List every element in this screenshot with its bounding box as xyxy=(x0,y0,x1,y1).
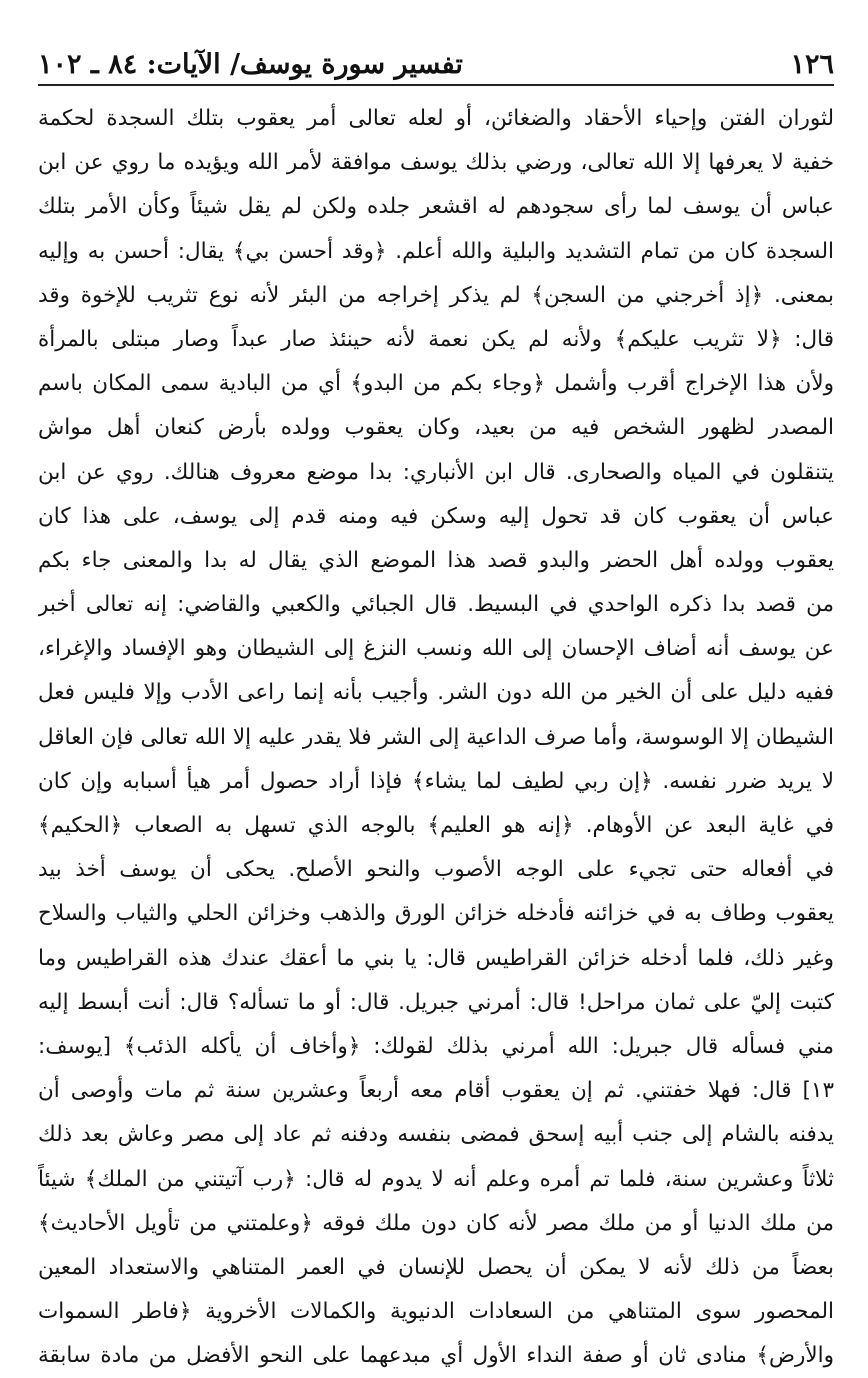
text-line: من قصد بدا ذكره الواحدي في البسيط. قال الجبائي والكعبي والقاضي: إنه تعالى أخبر xyxy=(38,592,834,618)
text-line: ١٣] قال: فهلا خفتني. ثم إن يعقوب أقام معه أربعاً وعشرين سنة ثم مات وأوصى أن xyxy=(38,1078,834,1104)
text-line: والأرض﴾ منادى ثان أو صفة النداء الأول أي مبدعهما على النحو الأفضل من مادة سابقة xyxy=(38,1343,834,1369)
text-line: في أفعاله حتى تجيء على الوجه الأصوب والنحو الأصلح. يحكى أن يوسف أخذ بيد xyxy=(38,857,834,883)
page-number: ١٢٦ xyxy=(790,49,834,80)
text-line: المصدر لظهور الشخص فيه من بعيد، وكان يعقوب وولده بأرض كنعان أهل مواش xyxy=(38,415,834,441)
text-line: من ملك الدنيا أو من ملك مصر لأنه كان دون ملك فوقه ﴿وعلمتني من تأويل الأحاديث﴾ xyxy=(38,1210,834,1236)
text-line: السجدة كان من تمام التشديد والبلية والله أعلم. ﴿وقد أحسن بي﴾ يقال: أحسن به وإليه xyxy=(38,238,834,264)
text-line: بمعنى. ﴿إذ أخرجني من السجن﴾ لم يذكر إخراجه من البئر لأنه نوع تثريب للإخوة وقد xyxy=(38,282,834,308)
page-header xyxy=(38,28,834,80)
text-line: يعقوب وولده أهل الحضر والبدو قصد هذا الموضع الذي يقال له بدا والمعنى جاء بكم xyxy=(38,547,834,573)
text-line: قال: ﴿لا تثريب عليكم﴾ ولأنه لم يكن نعمة لأنه حينئذ صار عبداً وصار مبتلى بالمرأة xyxy=(38,326,834,352)
text-line: ثلاثاً وعشرين سنة، فلما تم أمره وعلم أنه لا يدوم له قال: ﴿رب آتيتني من الملك﴾ شيئاً xyxy=(38,1166,834,1192)
text-line: عباس أن يوسف لما رأى سجودهم له اقشعر جلده ولكن لم يقل شيئاً وكأن الأمر بتلك xyxy=(38,194,834,220)
text-line: لثوران الفتن وإحياء الأحقاد والضغائن، أو لعله تعالى أمر يعقوب بتلك السجدة لحكمة xyxy=(38,106,834,131)
text-line: في غاية البعد عن الأوهام. ﴿إنه هو العليم﴾ بالوجه الذي تسهل به الصعاب ﴿الحكيم﴾ xyxy=(38,813,834,838)
text-line: بعضاً من ذلك لأنه لا يمكن أن يحصل للإنسان في العمر المتناهي والاستعداد المعين xyxy=(38,1254,834,1280)
body-text xyxy=(38,97,834,1378)
text-line: الشيطان إلا الوسوسة، وأما صرف الداعية إلى الشر فلا يقدر عليه إلا الله تعالى فإن العاقل xyxy=(38,724,834,750)
text-line: ولأن هذا الإخراج أقرب وأشمل ﴿وجاء بكم من البدو﴾ أي من البادية سمى المكان باسم xyxy=(38,371,834,397)
text-line: ففيه دليل على أن الخير من الله دون الشر. وأجيب بأنه إنما راعى الأدب وإلا فليس فعل xyxy=(38,680,834,706)
text-line: مني فسأله قال جبريل: الله أمرني بذلك لقولك: ﴿وأخاف أن يأكله الذئب﴾ [يوسف: xyxy=(38,1033,834,1059)
text-line: عباس أن يعقوب كان قد تحول إليه وسكن فيه ومنه قدم إلى يوسف، على هذا كان xyxy=(38,503,834,529)
text-line: كتبت إليّ على ثمان مراحل! قال: أمرني جبريل. قال: أو ما تسأله؟ قال: أنت أبسط إليه xyxy=(38,989,834,1015)
text-line: يدفنه بالشام إلى جنب أبيه إسحق فمضى بنفسه ودفنه ثم عاد إلى مصر وعاش بعد ذلك xyxy=(38,1122,834,1148)
text-line: يتنقلون في المياه والصحارى. قال ابن الأنباري: بدا موضع معروف هنالك. روي عن ابن xyxy=(38,459,834,485)
text-line: المحصور سوى المتناهي من السعادات الدنيوية والكمالات الأخروية ﴿فاطر السموات xyxy=(38,1299,834,1325)
text-line: وغير ذلك، فلما أدخله خزائن القراطيس قال: يا بني ما أعقك عندك هذه القراطيس وما xyxy=(38,945,834,971)
text-line: عن يوسف أنه أضاف الإحسان إلى الله ونسب النزغ إلى الشيطان وهو الإفساد والإغراء، xyxy=(38,636,834,662)
text-line: لا يريد ضرر نفسه. ﴿إن ربي لطيف لما يشاء﴾ فإذا أراد حصول أمر هيأ أسبابه وإن كان xyxy=(38,768,834,794)
header-divider xyxy=(38,84,834,86)
running-title: تفسير سورة يوسف/ الآيات: ٨٤ ـ ١٠٢ xyxy=(38,49,463,80)
text-line: يعقوب وطاف به في خزائنه فأدخله خزائن الورق والذهب وخزائن الحلي والثياب والسلاح xyxy=(38,901,834,927)
text-line: خفية لا يعرفها إلا الله تعالى، ورضي بذلك يوسف موافقة لأمر الله ويؤيده ما روي عن ابن xyxy=(38,150,834,176)
